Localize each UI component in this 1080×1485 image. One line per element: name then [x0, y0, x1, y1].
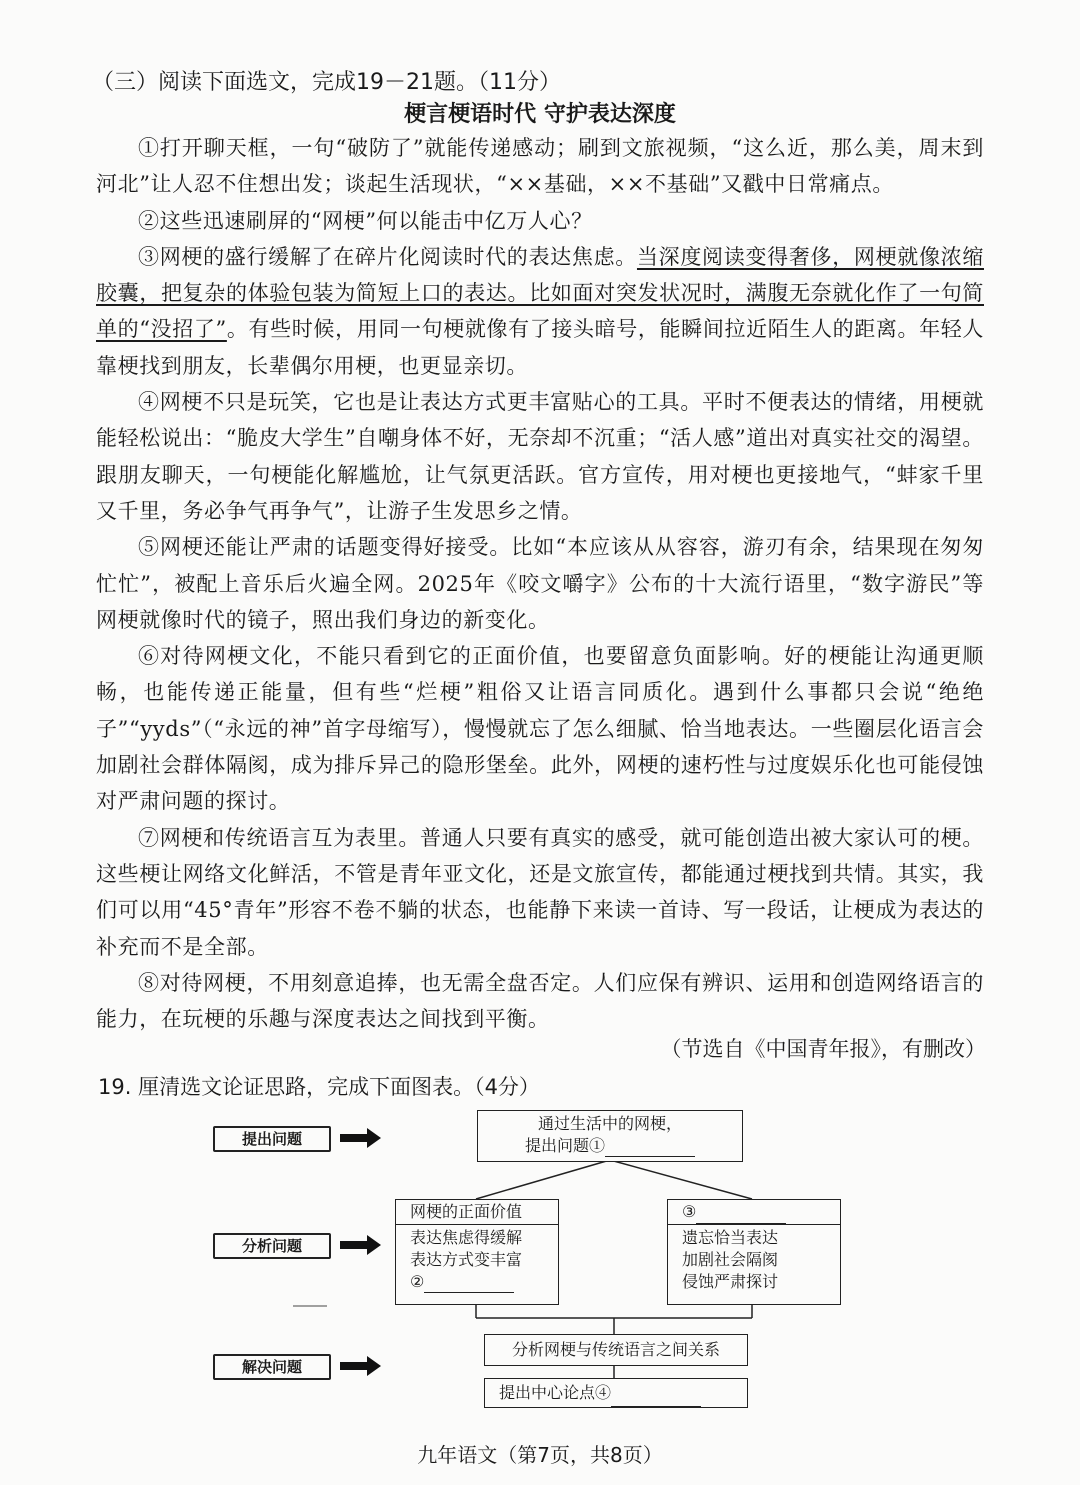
box-raise-line2-wrap: [478, 1135, 742, 1157]
box-central-argument: [484, 1378, 748, 1408]
negative-header-wrap: [668, 1200, 840, 1225]
central-argument-label: 提出中心论点④: [499, 1383, 612, 1402]
negative-header: ③: [682, 1202, 697, 1221]
negative-item-3: 侵蚀严肃探讨: [682, 1272, 779, 1291]
box-raise-line2: 提出问题①: [524, 1136, 605, 1155]
paragraph-4: ④网梗不只是玩笑，它也是让表达方式更丰富贴心的工具。平时不便表达的情绪，用梗就能轻松说出：“脆皮大学生”自嘲身体不好，无奈却不沉重；“活人感”道出对真实社交的渴望。跟朋友聊天，一句梗能化解尴尬，让气氛更活跃。官方宣传，用对梗也更接地气，“蚌家千里又千里，务必争气再争气”，让游子生发思乡之情。: [96, 390, 984, 523]
answer-blank-2[interactable]: [424, 1276, 514, 1293]
stage-raise-label: 提出问题: [213, 1126, 331, 1152]
paragraph-3-lead: ③网梗的盛行缓解了在碎片化阅读时代的表达焦虑。: [138, 244, 637, 269]
paragraph-7: ⑦网梗和传统语言互为表里。普通人只要有真实的感受，就可能创造出被大家认可的梗。这些梗让网络文化鲜活，不管是青年亚文化，还是文旅宣传，都能通过梗找到共情。其实，我们可以用“45°青年”形容不卷不躺的状态，也能静下来读一首诗、写一段话，让梗成为表达的补充而不是全部。: [96, 825, 984, 959]
box-relation-analysis: 分析网梗与传统语言之间关系: [484, 1334, 748, 1366]
positive-item-3: ②: [410, 1272, 425, 1291]
box-raise-line1: 通过生活中的网梗，: [537, 1114, 682, 1133]
positive-item-2: 表达方式变丰富: [410, 1250, 523, 1269]
article-title: 梗言梗语时代 守护表达深度: [404, 102, 676, 127]
positive-value-header: 网梗的正面价值: [396, 1200, 558, 1225]
negative-item-1: 遗忘恰当表达: [682, 1228, 779, 1247]
positive-item-3-wrap: [396, 1271, 558, 1293]
answer-blank-3[interactable]: [696, 1207, 786, 1224]
paragraph-3-underlined: 当深度阅读变得奢侈，网梗就像浓缩胶囊，把复杂的体验包装为简短上口的表达。比如面对突发状况时，满腹无奈就化作了一句简单的“没招了”: [96, 244, 984, 342]
page-footer: 九年语文（第7页，共8页）: [417, 1443, 663, 1467]
paragraph-8: ⑧对待网梗，不用刻意追捧，也无需全盘否定。人们应保有辨识、运用和创造网络语言的能力，在玩梗的乐趣与深度表达之间找到平衡。: [96, 970, 984, 1032]
box-raise-question: [477, 1110, 743, 1162]
paragraph-3-tail: 。有些时候，用同一句梗就像有了接头暗号，能瞬间拉近陌生人的距离。年轻人靠梗找到朋友，长辈偶尔用梗，也更显亲切。: [96, 317, 985, 378]
paragraph-6: ⑥对待网梗文化，不能只看到它的正面价值，也要留意负面影响。好的梗能让沟通更顺畅，也能传递正能量，但有些“烂梗”粗俗又让语言同质化。遇到什么事都只会说“绝绝子”“yyds”（“永远的神”首字母缩写），慢慢就忘了怎么细腻、恰当地表达。一些圈层化语言会加剧社会群体隔阂，成为排斥异己的隐形堡垒。此外，网梗的速朽性与过度娱乐化也可能侵蚀对严肃问题的探讨。: [96, 644, 984, 814]
box-positive-value: [395, 1199, 559, 1305]
negative-item-2: 加剧社会隔阂: [682, 1250, 779, 1269]
answer-blank-1[interactable]: [605, 1140, 695, 1157]
stage-solve-label: 解决问题: [213, 1354, 331, 1380]
section-heading: （三）阅读下面选文，完成19－21题。（11分）: [92, 70, 561, 95]
paragraph-2: ②这些迅速刷屏的“网梗”何以能击中亿万人心？: [138, 208, 593, 233]
answer-blank-4[interactable]: [611, 1390, 701, 1407]
paragraph-1: ①打开聊天框，一句“破防了”就能传递感动；刷到文旅视频，“这么近，那么美，周末到河北”让人忍不住想出发；谈起生活现状，“××基础，××不基础”又戳中日常痛点。: [96, 136, 984, 197]
question-19: 19. 厘清选文论证思路，完成下面图表。（4分）: [98, 1075, 540, 1099]
source-note: （节选自《中国青年报》，有删改）: [660, 1037, 986, 1061]
box-negative-effect: [667, 1199, 841, 1305]
paragraph-5: ⑤网梗还能让严肃的话题变得好接受。比如“本应该从从容容，游刃有余，结果现在匆匆忙忙”，被配上音乐后火遍全网。2025年《咬文嚼字》公布的十大流行语里，“数字游民”等网梗就像时代的镜子，照出我们身边的新变化。: [96, 535, 984, 632]
positive-item-1: 表达焦虑得缓解: [410, 1228, 523, 1247]
stage-analyze-label: 分析问题: [213, 1233, 331, 1259]
